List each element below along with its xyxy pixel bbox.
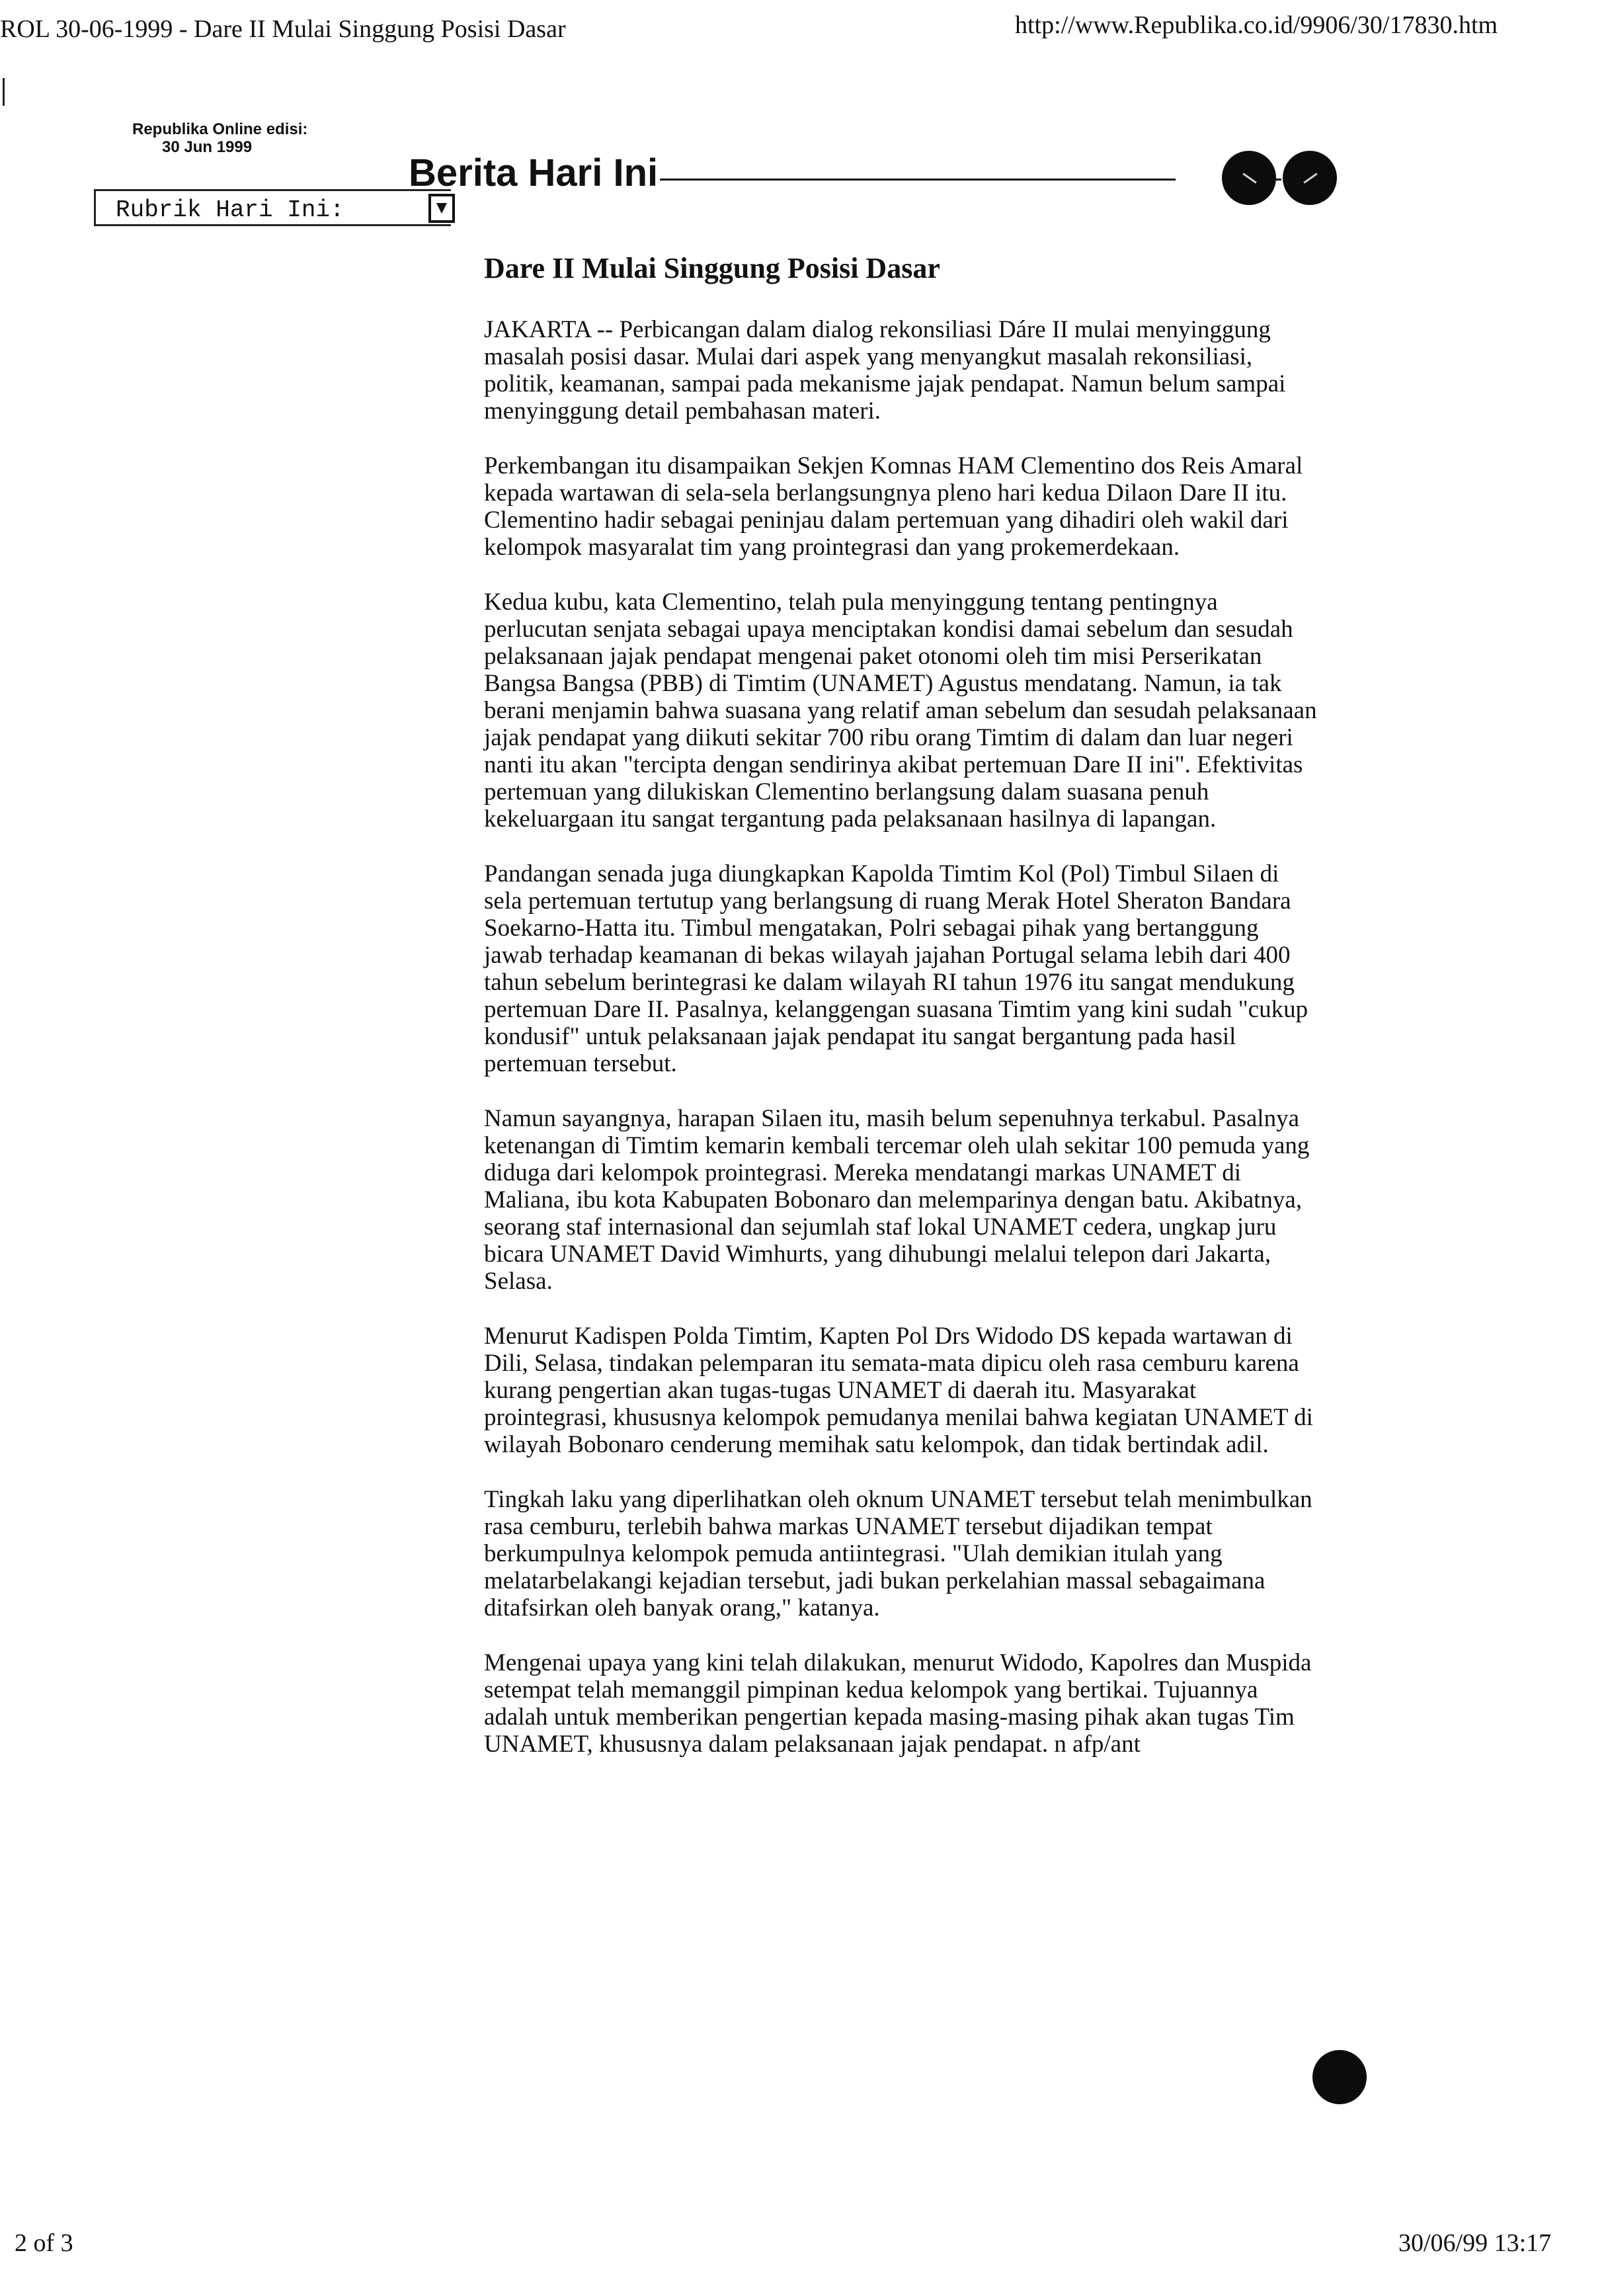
article-paragraph: Pandangan senada juga diungkapkan Kapolda Timtim Kol (Pol) Timbul Silaen di sela pertemuan tertutup yang berlangsung di ruang Merak Hotel Sheraton Bandara Soekarno-Hatta itu. Timbul mengatakan, Polri sebagai pihak yang bertanggung jawab terhadap keamanan di bekas wilayah jajahan Portugal selama lebih dari 400 tahun sebelum berintegrasi ke dalam wilayah RI tahun 1976 itu sangat mendukung pertemuan Dare II. Pasalnya, kelanggengan suasana Timtim yang kini sudah "cukup kondusif" untuk pelaksanaan jajak pendapat itu sangat bergantung pada hasil pertemuan tersebut.	[484, 860, 1308, 1077]
article-title: Dare II Mulai Singgung Posisi Dasar	[484, 252, 940, 284]
page-edge-mark	[3, 78, 5, 106]
section-rule	[660, 179, 1176, 181]
section-title: Berita Hari Ini	[409, 151, 659, 194]
rubrik-dropdown-label: Rubrik Hari Ini:	[116, 196, 344, 224]
article-paragraph: Kedua kubu, kata Clementino, telah pula menyinggung tentang pentingnya perlucutan senjata sebagai upaya menciptakan kondisi damai sebelum dan sesudah pelaksanaan jajak pendapat mengenai paket otonomi oleh tim misi Perserikatan Bangsa Bangsa (PBB) di Timtim (UNAMET) Agustus mendatang. Namun, ia tak berani menjamin bahwa suasana yang relatif aman sebelum dan sesudah pelaksanaan jajak pendapat yang diikuti sekitar 700 ribu orang Timtim di dalam dan luar negeri nanti itu akan "tercipta dengan sendirinya akibat pertemuan Dare II ini". Efektivitas pertemuan yang dilukiskan Clementino berlangsung dalam suasana penuh kekeluargaan itu sangat tergantung pada pelaksanaan hasilnya di lapangan.	[484, 589, 1317, 833]
article-paragraph: Namun sayangnya, harapan Silaen itu, masih belum sepenuhnya terkabul. Pasalnya ketenangan di Timtim kemarin kembali tercemar oleh ulah sekitar 100 pemuda yang diduga dari kelompok prointegrasi. Mereka mendatangi markas UNAMET di Maliana, ibu kota Kabupaten Bobonaro dan melemparinya dengan batu. Akibatnya, seorang staf internasional dan sejumlah staf lokal UNAMET cedera, ungkap juru bicara UNAMET David Wimhurts, yang dihubungi melalui telepon dari Jakarta, Selasa.	[484, 1105, 1310, 1295]
print-header-title: ROL 30-06-1999 - Dare II Mulai Singgung Posisi Dasar	[0, 15, 566, 43]
rubrik-dropdown[interactable]	[94, 189, 451, 226]
edition-label: Republika Online edisi:	[132, 120, 308, 138]
article-paragraph: Tingkah laku yang diperlihatkan oleh oknum UNAMET tersebut telah menimbulkan rasa cemburu, terlebih bahwa markas UNAMET tersebut dijadikan tempat berkumpulnya kelompok pemuda antiintegrasi. "Ulah demikian itulah yang melatarbelakangi kejadian tersebut, jadi bukan perkelahian massal sebagaimana ditafsirkan oleh banyak orang," katanya.	[484, 1486, 1312, 1621]
article-paragraph: Menurut Kadispen Polda Timtim, Kapten Pol Drs Widodo DS kepada wartawan di Dili, Selasa, tindakan pelemparan itu semata-mata dipicu oleh rasa cemburu karena kurang pengertian akan tugas-tugas UNAMET di daerah itu. Masyarakat prointegrasi, khususnya kelompok pemudanya menilai bahwa kegiatan UNAMET di wilayah Bobonaro cenderung memihak satu kelompok, dan tidak bertindak adil.	[484, 1323, 1313, 1458]
nav-back-ball-icon[interactable]	[1222, 151, 1276, 205]
nav-top-ball-icon[interactable]	[1312, 2050, 1367, 2104]
section-rule-small	[1268, 179, 1281, 181]
print-footer-page: 2 of 3	[15, 2229, 73, 2257]
edition-info	[132, 120, 307, 156]
print-header-url: http://www.Republika.co.id/9906/30/17830.htm	[1015, 11, 1498, 39]
article-paragraph: Perkembangan itu disampaikan Sekjen Komnas HAM Clementino dos Reis Amaral kepada wartawan di sela-sela berlangsungnya pleno hari kedua Dilaon Dare II itu. Clementino hadir sebagai peninjau dalam pertemuan yang dihadiri oleh wakil dari kelompok masyaralat tim yang prointegrasi dan yang prokemerdekaan.	[484, 452, 1303, 561]
article-paragraph: Mengenai upaya yang kini telah dilakukan, menurut Widodo, Kapolres dan Muspida setempat telah memanggil pimpinan kedua kelompok yang bertikai. Tujuannya adalah untuk memberikan pengertian kepada masing-masing pihak akan tugas Tim UNAMET, khususnya dalam pelaksanaan jajak pendapat. n afp/ant	[484, 1649, 1312, 1758]
article-paragraph: JAKARTA -- Perbicangan dalam dialog rekonsiliasi Dáre II mulai menyinggung masalah posisi dasar. Mulai dari aspek yang menyangkut masalah rekonsiliasi, politik, keamanan, sampai pada mekanisme jajak pendapat. Namun belum sampai menyinggung detail pembahasan materi.	[484, 316, 1286, 425]
print-footer-timestamp: 30/06/99 13:17	[1398, 2229, 1552, 2257]
section-header	[409, 145, 1354, 212]
nav-forward-ball-icon[interactable]	[1283, 151, 1337, 205]
edition-date: 30 Jun 1999	[162, 138, 253, 156]
article	[484, 250, 1317, 1785]
